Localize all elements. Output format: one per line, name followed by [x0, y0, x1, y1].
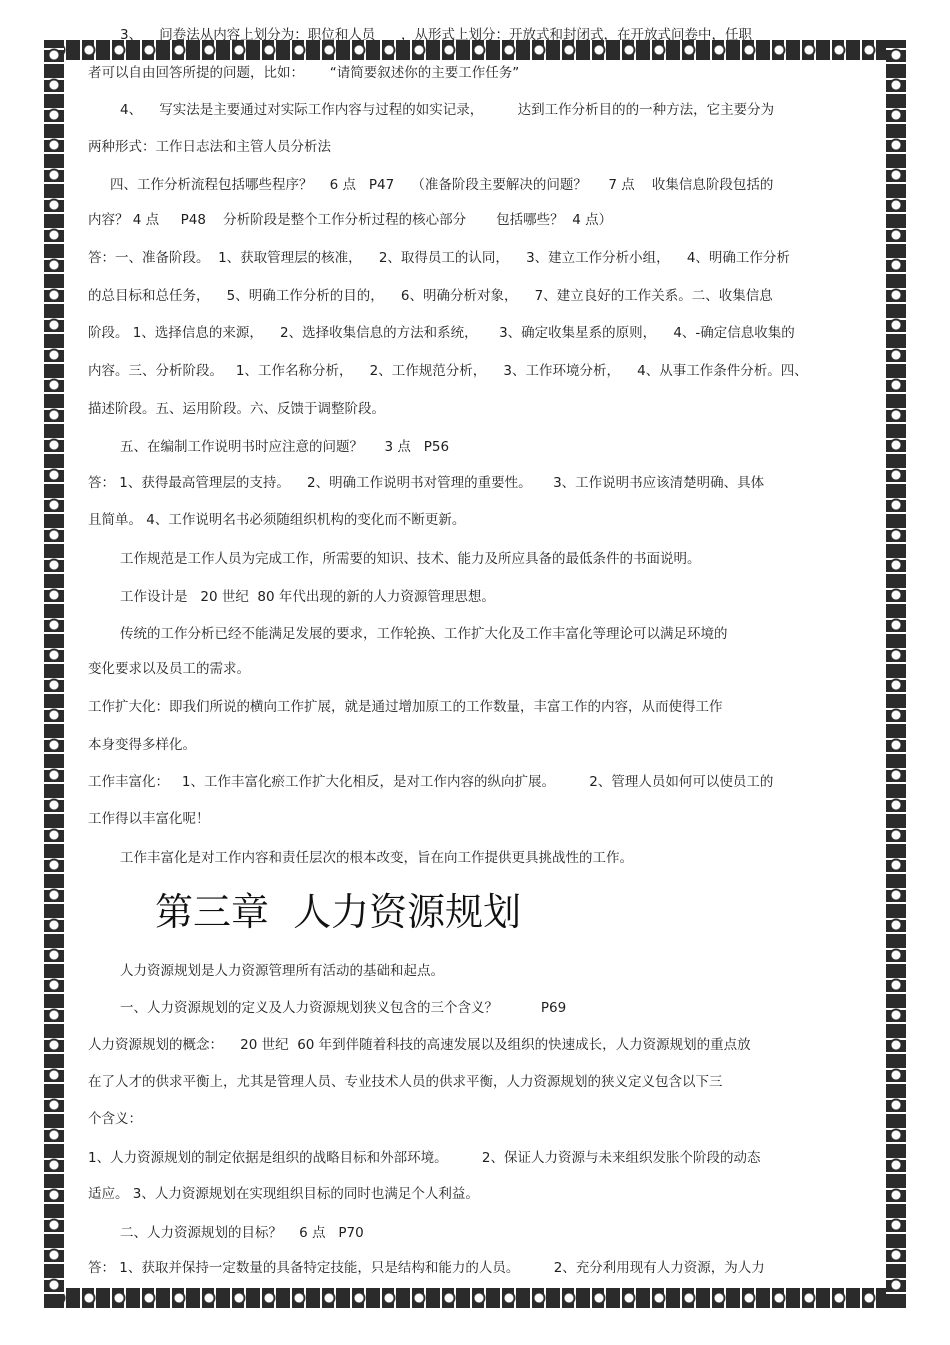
text-line: 且简单。 4、工作说明名书必须随组织机构的变化而不断更新。: [88, 512, 466, 528]
text-line: 工作设计是 20 世纪 80 年代出现的新的人力资源管理思想。: [120, 589, 495, 605]
page-border-bottom: [44, 1288, 906, 1308]
text-line: 1、人力资源规划的制定依据是组织的战略目标和外部环境。 2、保证人力资源与未来组织发胀个阶段的动态: [88, 1150, 761, 1166]
text-line: 二、人力资源规划的目标？ 6 点 P70: [120, 1225, 364, 1241]
text-line: 阶段。 1、选择信息的来源， 2、选择收集信息的方法和系统， 3、确定收集星系的原则， 4、-确定信息收集的: [88, 325, 795, 341]
text-line: 答： 1、获得最高管理层的支持。 2、明确工作说明书对管理的重要性。 3、工作说明书应该清楚明确、具体: [88, 475, 765, 491]
text-line: 工作丰富化： 1、工作丰富化瘀工作扩大化相反，是对工作内容的纵向扩展。 2、管理人员如何可以使员工的: [88, 774, 774, 790]
text-line: 工作扩大化：即我们所说的横向工作扩展，就是通过增加原工的工作数量，丰富工作的内容，从而使得工作: [88, 699, 723, 715]
text-line: 内容。三、分析阶段。 1、工作名称分析， 2、工作规范分析， 3、工作环境分析， 4、从事工作条件分析。四、: [88, 363, 808, 379]
text-line: 3、 问卷法从内容上划分为：职位和人员 ，从形式上划分：开放式和封闭式，在开放式问卷中，任职: [120, 27, 753, 43]
text-line: 人力资源规划是人力资源管理所有活动的基础和起点。: [120, 963, 444, 979]
text-line: 在了人才的供求平衡上，尤其是管理人员、专业技术人员的供求平衡，人力资源规划的狭义定义包含以下三: [88, 1074, 723, 1090]
page-border-right: [886, 40, 906, 1308]
text-line: 五、在编制工作说明书时应注意的问题？ 3 点 P56: [120, 439, 450, 455]
text-line: 变化要求以及员工的需求。: [88, 661, 250, 677]
text-line: 工作规范是工作人员为完成工作，所需要的知识、技术、能力及所应具备的最低条件的书面说明。: [120, 551, 701, 567]
text-line: 两种形式：工作日志法和主管人员分析法: [88, 139, 331, 155]
text-line: 4、 写实法是主要通过对实际工作内容与过程的如实记录， 达到工作分析目的的一种方法，它主要分为: [120, 102, 775, 118]
text-line: 一、人力资源规划的定义及人力资源规划狭义包含的三个含义？ P69: [120, 1000, 567, 1016]
page-border-left: [44, 40, 64, 1308]
text-line: 的总目标和总任务， 5、明确工作分析的目的， 6、明确分析对象， 7、建立良好的工作关系。二、收集信息: [88, 288, 773, 304]
text-line: 答：一、准备阶段。 1、获取管理层的核准， 2、取得员工的认同， 3、建立工作分析小组， 4、明确工作分析: [88, 250, 790, 266]
text-line: 工作得以丰富化呢！: [88, 811, 210, 827]
text-line: 内容？ 4 点 P48 分析阶段是整个工作分析过程的核心部分 包括哪些？ 4 点）: [88, 212, 613, 228]
text-line: 描述阶段。五、运用阶段。六、反馈于调整阶段。: [88, 401, 385, 417]
chapter-title: 第三章 人力资源规划: [155, 890, 522, 934]
text-line: 传统的工作分析已经不能满足发展的要求，工作轮换、工作扩大化及工作丰富化等理论可以满足环境的: [120, 626, 728, 642]
text-line: 人力资源规划的概念： 20 世纪 60 年到伴随着科技的高速发展以及组织的快速成长，人力资源规划的重点放: [88, 1037, 751, 1053]
text-line: 工作丰富化是对工作内容和责任层次的根本改变，旨在向工作提供更具挑战性的工作。: [120, 850, 633, 866]
text-line: 四、工作分析流程包括哪些程序？ 6 点 P47 （准备阶段主要解决的问题？ 7 点 收集信息阶段包括的: [110, 177, 774, 193]
text-line: 答： 1、获取并保持一定数量的具备特定技能，只是结构和能力的人员。 2、充分利用现有人力资源，为人力: [88, 1260, 765, 1276]
text-line: 适应。 3、人力资源规划在实现组织目标的同时也满足个人利益。: [88, 1186, 479, 1202]
text-line: 本身变得多样化。: [88, 737, 196, 753]
text-line: 个含义：: [88, 1111, 142, 1127]
text-line: 者可以自由回答所提的问题，比如： “请简要叙述你的主要工作任务”: [88, 65, 520, 81]
